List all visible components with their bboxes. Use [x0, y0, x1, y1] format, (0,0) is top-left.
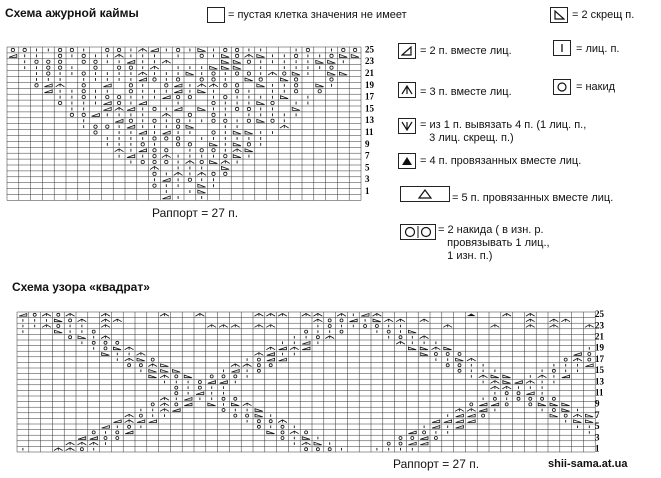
row-number: 19: [365, 79, 374, 90]
row-number: 19: [595, 342, 604, 353]
watermark-text: shii-sama.at.ua: [548, 458, 628, 470]
knit-symbol: [553, 40, 571, 56]
legend-ssk-label: = 2 скрещ п.: [572, 9, 635, 21]
legend-k2tog-label: = 2 п. вместе лиц.: [420, 45, 512, 57]
legend-k5tog-label: = 5 п. провязанных вместе лиц.: [452, 192, 614, 204]
row-number: 17: [595, 353, 604, 364]
row-number: 9: [365, 138, 370, 149]
row-number: 7: [595, 409, 600, 420]
double-yo-symbol: [400, 224, 436, 240]
row-number: 1: [365, 186, 370, 196]
p4tog-symbol: [398, 153, 416, 169]
chart1-rapport: Раппорт = 27 п.: [152, 206, 239, 220]
row-number: 3: [595, 432, 600, 443]
chart2-rapport: Раппорт = 27 п.: [393, 457, 480, 471]
legend-inc4-label: = из 1 п. вывязать 4 п. (1 лиц. п., 3 лиц. скрещ. п.): [420, 119, 587, 144]
row-number: 15: [595, 365, 604, 376]
row-number: 3: [365, 174, 370, 185]
yo-symbol: [553, 79, 571, 95]
row-number: 25: [365, 45, 374, 55]
row-number: 13: [595, 376, 604, 387]
legend-yo-label: = накид: [576, 81, 616, 93]
row-number: 1: [595, 443, 600, 454]
chart1-title: Схема ажурной каймы: [5, 6, 139, 20]
row-number: 23: [365, 56, 374, 67]
row-number: 21: [365, 68, 374, 78]
row-number: 9: [595, 398, 600, 409]
row-number: 13: [365, 115, 374, 126]
row-number: 5: [365, 162, 370, 173]
legend-double-yo-label: = 2 накида ( в изн. р. провязывать 1 лиц., 1 изн. п.): [438, 224, 550, 262]
k2tog-symbol: [398, 43, 416, 59]
chart2-title: Схема узора «квадрат»: [12, 280, 150, 294]
row-number: 15: [365, 103, 374, 114]
k3tog-symbol: [398, 82, 416, 98]
row-number: 11: [365, 127, 374, 137]
k5tog-symbol: [400, 186, 450, 202]
empty-cell-symbol: [207, 7, 225, 23]
row-number: 25: [595, 310, 604, 320]
row-number: 23: [595, 320, 604, 331]
legend-empty-label: = пустая клетка значения не имеет: [228, 9, 407, 21]
row-number: 7: [365, 150, 370, 161]
row-number: 5: [595, 421, 600, 432]
legend-k3tog-label: = 3 п. вместе лиц.: [420, 86, 512, 98]
square-pattern-chart: [15, 310, 615, 460]
legend-p4tog-label: = 4 п. провязанных вместе лиц.: [420, 155, 582, 167]
row-number: 21: [595, 331, 604, 342]
legend-knit-label: = лиц. п.: [576, 43, 620, 55]
lace-border-chart: [5, 45, 380, 205]
row-number: 11: [595, 387, 604, 398]
inc4-symbol: [398, 118, 416, 134]
ssk-symbol: [550, 7, 568, 23]
row-number: 17: [365, 91, 374, 102]
